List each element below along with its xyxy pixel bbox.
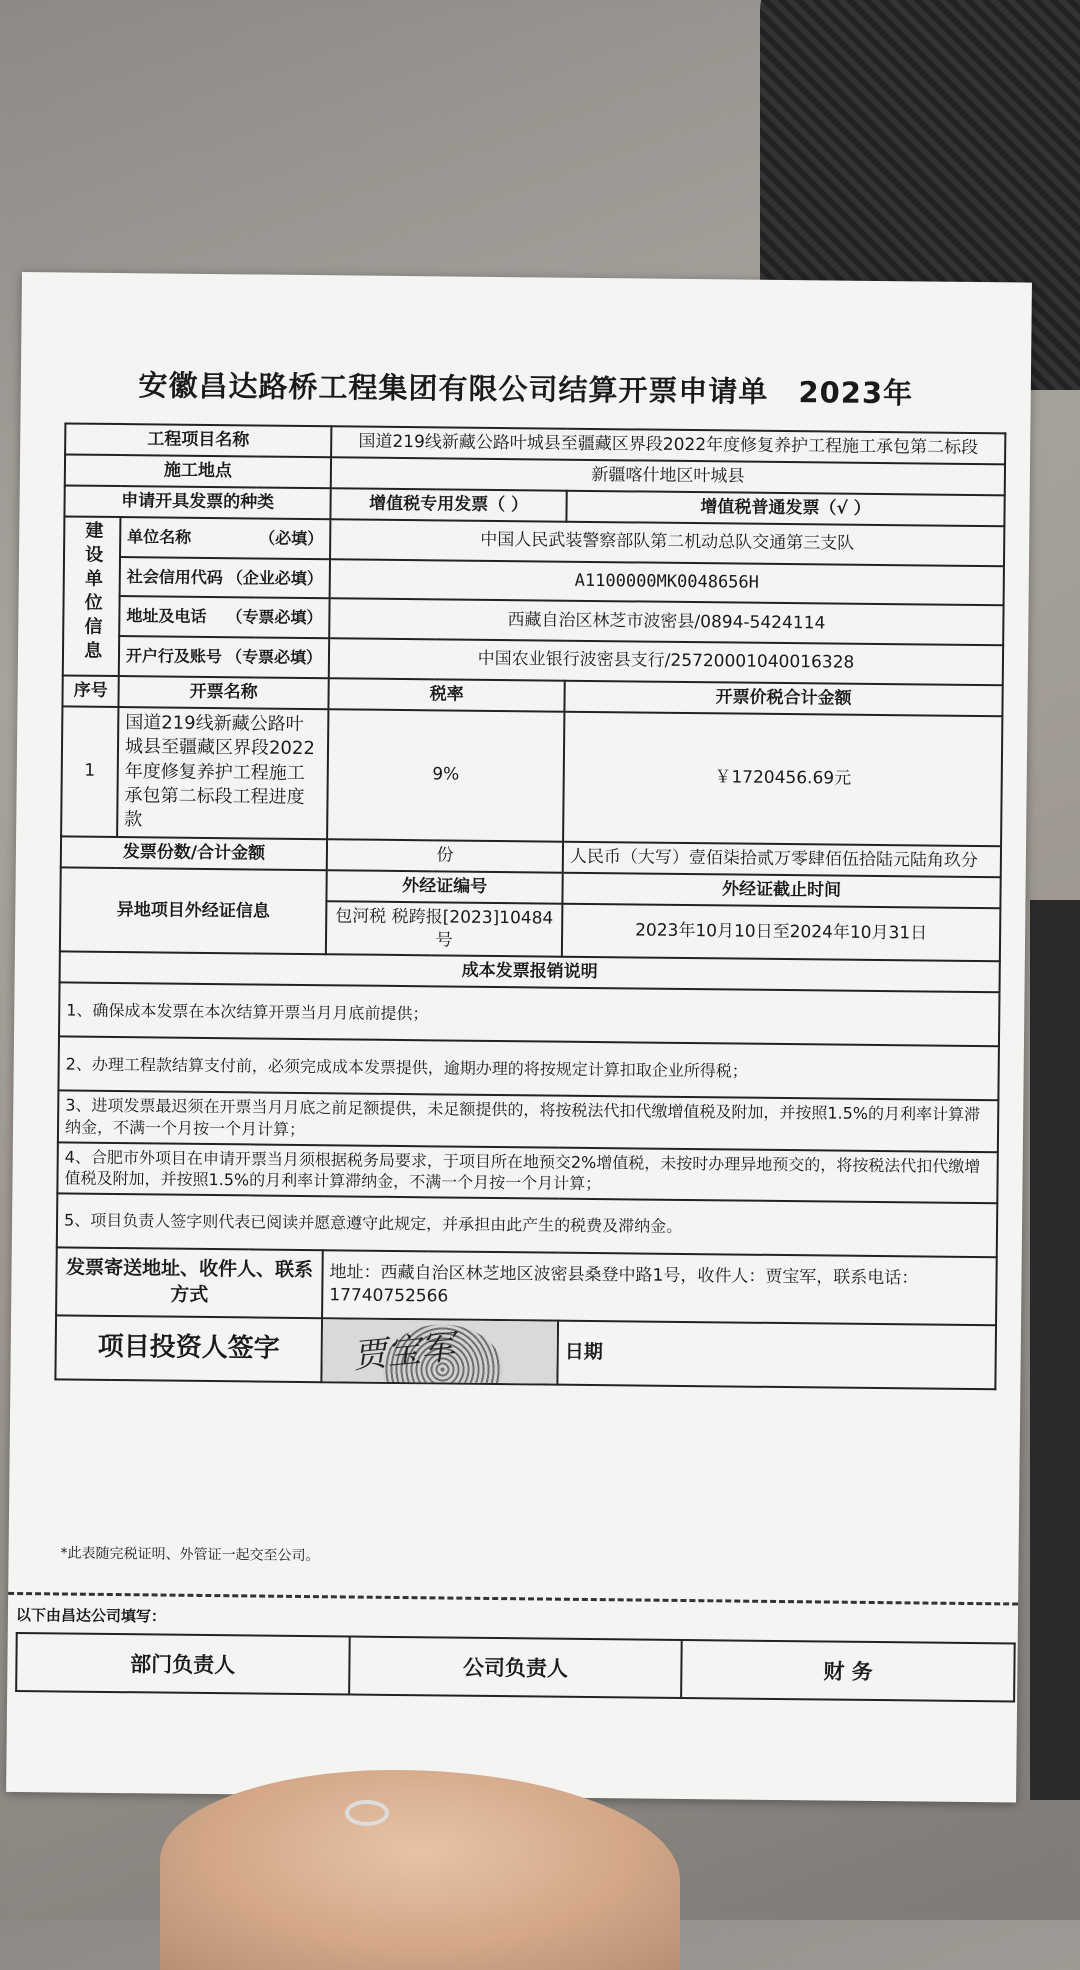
builder-info-label: 建设单位信息 xyxy=(63,516,121,676)
date-label: 日期 xyxy=(557,1320,996,1389)
project-name-value: 国道219线新藏公路叶城县至疆藏区界段2022年度修复养护工程施工承包第二标段 xyxy=(331,426,1005,464)
invoice-type-label: 申请开具发票的种类 xyxy=(64,485,330,519)
approval-table xyxy=(15,1632,1016,1702)
application-table xyxy=(54,422,1006,1390)
title-text: 安徽昌达路桥工程集团有限公司结算开票申请单 xyxy=(138,368,769,409)
investor-sign-label: 项目投资人签字 xyxy=(55,1315,322,1382)
finance-cell: 财 务 xyxy=(681,1640,1014,1701)
handwritten-signature: 贾宝军 xyxy=(350,1327,457,1377)
cost-invoice-title: 成本发票报销说明 xyxy=(60,952,1000,993)
site-label: 施工地点 xyxy=(65,454,331,488)
finger-ring xyxy=(345,1800,389,1826)
tax-rate-value: 9% xyxy=(327,709,564,841)
form-title xyxy=(21,362,1031,414)
cert-deadline-header: 外经证截止时间 xyxy=(562,872,1000,908)
bank-value: 中国农业银行波密县支行/25720001040016328 xyxy=(329,638,1003,685)
outside-cert-label: 异地项目外经证信息 xyxy=(60,867,327,955)
chair-edge xyxy=(1030,900,1080,1800)
company-head-cell: 公司负责人 xyxy=(349,1637,682,1698)
copies-unit: 份 xyxy=(327,839,563,872)
unit-name-label: 单位名称 xyxy=(127,526,192,547)
note-5: 5、项目负责人签字则代表已阅读并愿意遵守此规定，并承担由此产生的税费及滞纳金。 xyxy=(57,1193,998,1257)
credit-code-value: A1100000MK0048656H xyxy=(330,559,1004,606)
footnote: *此表随完税证明、外管证一起交至公司。 xyxy=(60,1545,320,1565)
invoice-normal-option: 增值税普通发票（√ ） xyxy=(566,491,1004,527)
note-1: 1、确保成本发票在本次结算开票当月月底前提供； xyxy=(59,983,1000,1047)
invoice-special-option: 增值税专用发票（ ） xyxy=(330,488,566,521)
mail-info: 地址：西藏自治区林芝地区波密县桑登中路1号，收件人：贾宝军，联系电话：17740752566 xyxy=(322,1250,997,1325)
amount-header: 开票价税合计金额 xyxy=(564,680,1002,716)
tax-rate-header: 税率 xyxy=(328,678,564,711)
cert-deadline-value: 2023年10月10日至2024年10月31日 xyxy=(562,903,1001,961)
item-name-header: 开票名称 xyxy=(118,676,328,709)
holding-hand xyxy=(160,1770,680,1970)
cert-no-header: 外经证编号 xyxy=(326,870,562,903)
note-2: 2、办理工程款结算支付前，必须完成成本发票提供，逾期办理的将按规定计算扣取企业所得税； xyxy=(58,1037,999,1101)
company-fill-label: 以下由昌达公司填写： xyxy=(15,1606,167,1626)
bank-req: （专票必填） xyxy=(225,647,323,668)
form-sheet xyxy=(6,272,1032,1802)
seq-header: 序号 xyxy=(62,675,118,707)
unit-name-req: （必填） xyxy=(259,528,324,549)
cert-no-value: 包河税 税跨报[2023]10484号 xyxy=(326,901,563,957)
amount-value: ￥1720456.69元 xyxy=(563,711,1002,846)
seq-value: 1 xyxy=(61,706,118,837)
cut-line xyxy=(8,1592,1018,1606)
dept-head-cell: 部门负责人 xyxy=(16,1633,349,1694)
address-phone-req: （专票必填） xyxy=(226,607,323,628)
address-phone-label: 地址及电话 xyxy=(126,606,207,627)
project-name-label: 工程项目名称 xyxy=(65,423,331,457)
signature-area[interactable] xyxy=(322,1319,557,1383)
mail-label: 发票寄送地址、收件人、联系方式 xyxy=(56,1247,323,1318)
amount-in-words: 人民币（大写）壹佰柒拾贰万零肆佰伍拾陆元陆角玖分 xyxy=(563,841,1001,877)
copies-label: 发票份数/合计金额 xyxy=(61,836,327,870)
credit-code-label: 社会信用代码 xyxy=(126,566,223,587)
item-name-value: 国道219线新藏公路叶城县至疆藏区界段2022年度修复养护工程施工承包第二标段工程进度款 xyxy=(117,707,328,839)
address-phone-value: 西藏自治区林芝市波密县/0894-5424114 xyxy=(329,599,1003,646)
note-4: 4、合肥市外项目在申请开票当月须根据税务局要求，于项目所在地预交2%增值税，未按时办理异地预交的，将按税法代扣代缴增值税及附加，并按照1.5%的月利率计算滞纳金，不满一个月按一个月计算； xyxy=(57,1142,998,1203)
site-value: 新疆喀什地区叶城县 xyxy=(331,457,1005,495)
title-year: 2023年 xyxy=(798,375,914,411)
unit-name-value: 中国人民武装警察部队第二机动总队交通第三支队 xyxy=(330,519,1004,566)
bank-label: 开户行及账号 xyxy=(125,646,223,667)
note-3: 3、进项发票最迟须在开票当月月底之前足额提供，未足额提供的，将按税法代扣代缴增值税及附加，并按照1.5%的月利率计算滞纳金，不满一个月按一个月计算； xyxy=(58,1091,999,1152)
credit-code-req: （企业必填） xyxy=(226,567,323,588)
